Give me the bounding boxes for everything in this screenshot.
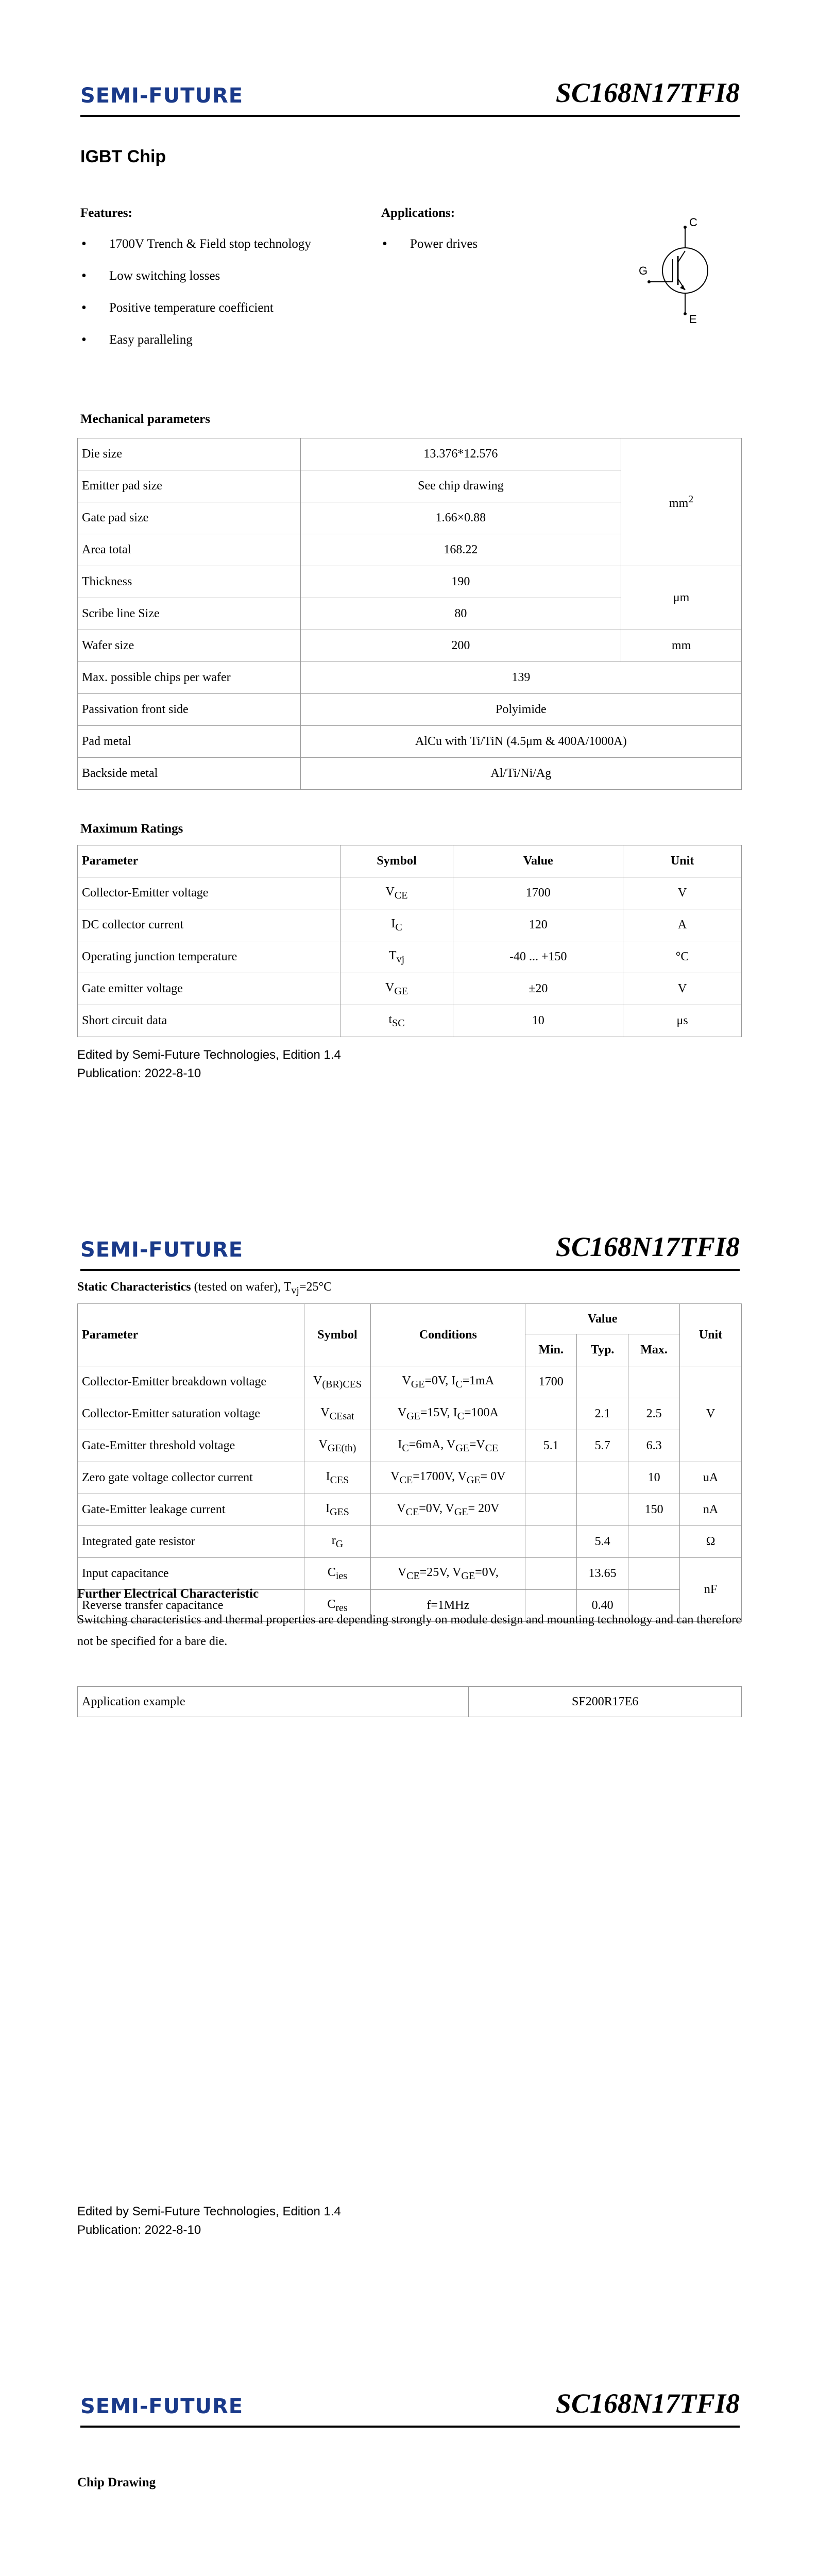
- cell: ±20: [453, 973, 623, 1005]
- cell: 1.66×0.88: [300, 502, 621, 534]
- symbol-sub: CES: [330, 1474, 349, 1486]
- cell: Scribe line Size: [78, 598, 301, 630]
- company-logo: SEMI-FUTURE: [80, 1238, 244, 1262]
- cell: [628, 1558, 680, 1590]
- gate-label: G: [639, 264, 648, 277]
- feature-item: • Easy paralleling: [80, 333, 369, 365]
- table-row: [78, 909, 742, 941]
- cell: 5.4: [577, 1526, 628, 1558]
- table-row: [78, 662, 742, 694]
- table-row: [78, 1494, 742, 1526]
- symbol-cell: [340, 877, 453, 909]
- cell: Backside metal: [78, 758, 301, 790]
- table-row: [78, 941, 742, 973]
- cell: 0.40: [577, 1590, 628, 1622]
- table-row: [78, 1430, 742, 1462]
- cell: Al/Ti/Ni/Ag: [300, 758, 741, 790]
- symbol-sub: vj: [396, 953, 405, 965]
- page-header: [80, 1231, 740, 1271]
- symbol-sub: G: [335, 1538, 344, 1550]
- mechanical-heading: Mechanical parameters: [80, 412, 211, 426]
- symbol: I: [326, 1469, 330, 1483]
- symbol: V: [385, 980, 395, 994]
- cell: Passivation front side: [78, 694, 301, 726]
- symbol-cell: [304, 1366, 371, 1398]
- table-row: [78, 1687, 742, 1717]
- unit-sup: 2: [688, 494, 694, 505]
- cell: Gate-Emitter threshold voltage: [78, 1430, 304, 1462]
- page-footer: [77, 1046, 341, 1083]
- part-number: SC168N17TFI8: [555, 2388, 740, 2419]
- cell: Input capacitance: [78, 1558, 304, 1590]
- unit-mm-cell: mm: [621, 630, 742, 662]
- cell: Gate pad size: [78, 502, 301, 534]
- cell: 80: [300, 598, 621, 630]
- symbol: r: [331, 1533, 336, 1547]
- header-cell: Parameter: [78, 1304, 304, 1366]
- page-3: [0, 2313, 818, 2576]
- table-row: [78, 694, 742, 726]
- cell: A: [623, 909, 742, 941]
- conditions-cell: [371, 1526, 525, 1558]
- cell: Integrated gate resistor: [78, 1526, 304, 1558]
- cell: 5.1: [525, 1430, 577, 1462]
- static-heading-text: (tested on wafer), T: [191, 1280, 292, 1294]
- footer-edition: Edited by Semi-Future Technologies, Edition 1.4: [77, 1048, 341, 1062]
- collector-label: C: [689, 216, 697, 229]
- cell: Collector-Emitter voltage: [78, 877, 340, 909]
- symbol: T: [388, 948, 397, 962]
- symbol-sub: GE(th): [327, 1442, 356, 1454]
- cell: [525, 1526, 577, 1558]
- cell: V: [623, 973, 742, 1005]
- part-number: SC168N17TFI8: [555, 1231, 740, 1262]
- unit-cell: V: [680, 1366, 742, 1462]
- table-row: [78, 438, 742, 470]
- symbol-cell: [304, 1558, 371, 1590]
- header-cell: Unit: [680, 1304, 742, 1366]
- cell: -40 ... +150: [453, 941, 623, 973]
- conditions-cell: $V_{GE}=15V$, $I_C=100A$: [371, 1398, 525, 1430]
- cell: Gate emitter voltage: [78, 973, 340, 1005]
- feature-item: • 1700V Trench & Field stop technology: [80, 237, 369, 269]
- header-cell: Value: [453, 845, 623, 877]
- table-row: [78, 1462, 742, 1494]
- conditions-cell: $V_{GE}=0V$, $I_C=1mA$: [371, 1366, 525, 1398]
- cell: 190: [300, 566, 621, 598]
- part-number: SC168N17TFI8: [555, 77, 740, 108]
- cell: Thickness: [78, 566, 301, 598]
- application-table: [77, 1686, 742, 1717]
- cell: [577, 1494, 628, 1526]
- document-title: IGBT Chip: [80, 147, 166, 166]
- cell: [577, 1366, 628, 1398]
- footer-edition: Edited by Semi-Future Technologies, Edition 1.4: [77, 2205, 341, 2218]
- header-cell: Max.: [628, 1334, 680, 1366]
- page-1: [0, 0, 818, 1157]
- cell: AlCu with Ti/TiN (4.5μm & 400A/1000A): [300, 726, 741, 758]
- cell: Max. possible chips per wafer: [78, 662, 301, 694]
- page-header: [80, 2388, 740, 2428]
- cell: SF200R17E6: [469, 1687, 742, 1717]
- conditions-cell: $V_{CE}=1700V$, $V_{GE}= 0V$: [371, 1462, 525, 1494]
- cell: [525, 1494, 577, 1526]
- igbt-symbol-icon: [628, 209, 731, 332]
- table-row: [78, 1398, 742, 1430]
- symbol: V: [385, 885, 395, 899]
- applications-list: [381, 237, 536, 269]
- cell: DC collector current: [78, 909, 340, 941]
- cell: Area total: [78, 534, 301, 566]
- cell: [525, 1558, 577, 1590]
- cell: Zero gate voltage collector current: [78, 1462, 304, 1494]
- symbol-cell: [304, 1398, 371, 1430]
- table-row: [78, 1526, 742, 1558]
- feature-item: • Low switching losses: [80, 269, 369, 301]
- unit-cell: nA: [680, 1494, 742, 1526]
- features-list: [80, 237, 369, 365]
- cell: 13.65: [577, 1558, 628, 1590]
- further-heading: Further Electrical Characteristic: [77, 1587, 259, 1601]
- cell: 10: [628, 1462, 680, 1494]
- static-characteristics-table: [77, 1303, 742, 1622]
- header-cell: Min.: [525, 1334, 577, 1366]
- cell: Reverse transfer capacitance: [78, 1590, 304, 1622]
- symbol-cell: [304, 1462, 371, 1494]
- page-footer: [77, 2202, 341, 2240]
- table-row: [78, 1558, 742, 1590]
- cell: Application example: [78, 1687, 469, 1717]
- cell: 1700: [453, 877, 623, 909]
- static-heading: [77, 1280, 332, 1297]
- max-ratings-table: [77, 845, 742, 1037]
- symbol-cell: [304, 1494, 371, 1526]
- cell: [577, 1462, 628, 1494]
- conditions-cell: $I_C=6mA$, $V_{GE}=V_{CE}$: [371, 1430, 525, 1462]
- symbol-sub: res: [335, 1602, 348, 1614]
- symbol: V: [318, 1437, 328, 1451]
- symbol: C: [327, 1597, 336, 1611]
- table-row: [78, 630, 742, 662]
- symbol-sub: C: [395, 921, 402, 933]
- header-cell: Typ.: [577, 1334, 628, 1366]
- cell: [525, 1398, 577, 1430]
- symbol: I: [326, 1501, 330, 1515]
- feature-item: • Positive temperature coefficient: [80, 301, 369, 333]
- symbol-sub: CEsat: [329, 1410, 354, 1422]
- company-logo: SEMI-FUTURE: [80, 2395, 244, 2418]
- company-logo: SEMI-FUTURE: [80, 84, 244, 108]
- cell: Collector-Emitter saturation voltage: [78, 1398, 304, 1430]
- cell: 2.5: [628, 1398, 680, 1430]
- symbol-sub: (BR)CES: [322, 1378, 362, 1390]
- conditions-cell: $V_{CE}=25V$, $V_{GE}=0V$,: [371, 1558, 525, 1590]
- symbol-cell: [340, 973, 453, 1005]
- cell: Pad metal: [78, 726, 301, 758]
- unit-area-cell: [621, 438, 742, 566]
- cell: 120: [453, 909, 623, 941]
- table-row: [78, 566, 742, 598]
- symbol-sub: GE: [394, 985, 408, 997]
- table-row: [78, 726, 742, 758]
- table-row: [78, 1005, 742, 1037]
- header-cell: Symbol: [340, 845, 453, 877]
- footer-publication: Publication: 2022-8-10: [77, 1066, 201, 1080]
- further-text: Switching characteristics and thermal properties are depending strongly on module design and mounting technology and can therefore not be specified for a bare die.: [77, 1613, 741, 1648]
- cell: Emitter pad size: [78, 470, 301, 502]
- symbol: V: [320, 1405, 330, 1419]
- cell: 13.376*12.576: [300, 438, 621, 470]
- symbol-sub: ies: [335, 1570, 348, 1582]
- table-header-row: [78, 1304, 742, 1334]
- footer-publication: Publication: 2022-8-10: [77, 2223, 201, 2237]
- cell: Die size: [78, 438, 301, 470]
- symbol: I: [391, 917, 396, 930]
- table-row: [78, 758, 742, 790]
- header-cell: Value: [525, 1304, 680, 1334]
- static-heading-end: =25°C: [299, 1280, 332, 1294]
- unit-cell: nF: [680, 1558, 742, 1622]
- symbol-cell: [304, 1526, 371, 1558]
- cell: Operating junction temperature: [78, 941, 340, 973]
- symbol-cell: [340, 1005, 453, 1037]
- cell: V: [623, 877, 742, 909]
- cell: [628, 1526, 680, 1558]
- page-header: [80, 77, 740, 117]
- symbol: C: [327, 1565, 336, 1579]
- unit: mm: [669, 497, 689, 510]
- cell: μs: [623, 1005, 742, 1037]
- cell: Polyimide: [300, 694, 741, 726]
- header-cell: Symbol: [304, 1304, 371, 1366]
- cell: 168.22: [300, 534, 621, 566]
- static-heading-bold: Static Characteristics: [77, 1280, 191, 1294]
- cell: See chip drawing: [300, 470, 621, 502]
- symbol: t: [388, 1012, 393, 1026]
- cell: Gate-Emitter leakage current: [78, 1494, 304, 1526]
- table-row: [78, 973, 742, 1005]
- symbol-sub: CE: [394, 889, 408, 901]
- conditions-cell: $V_{CE}=0V$, $V_{GE}= 20V$: [371, 1494, 525, 1526]
- table-row: [78, 877, 742, 909]
- cell: 150: [628, 1494, 680, 1526]
- unit-cell: uA: [680, 1462, 742, 1494]
- cell: Wafer size: [78, 630, 301, 662]
- application-item: • Power drives: [381, 237, 536, 269]
- table-header-row: [78, 845, 742, 877]
- cell: Collector-Emitter breakdown voltage: [78, 1366, 304, 1398]
- applications-heading: Applications:: [381, 206, 455, 220]
- cell: °C: [623, 941, 742, 973]
- chip-drawing-heading: Chip Drawing: [77, 2476, 156, 2489]
- cell: [628, 1366, 680, 1398]
- symbol-cell: [340, 941, 453, 973]
- cell: 200: [300, 630, 621, 662]
- cell: [525, 1462, 577, 1494]
- emitter-label: E: [689, 313, 697, 326]
- cell: 2.1: [577, 1398, 628, 1430]
- header-cell: Parameter: [78, 845, 340, 877]
- unit-um-cell: μm: [621, 566, 742, 630]
- header-cell: Conditions: [371, 1304, 525, 1366]
- conditions-cell: f=1MHz: [371, 1590, 525, 1622]
- static-table-body: [78, 1366, 742, 1622]
- page-2: [0, 1157, 818, 2313]
- symbol-cell: [340, 909, 453, 941]
- cell: 5.7: [577, 1430, 628, 1462]
- unit-cell: Ω: [680, 1526, 742, 1558]
- symbol: V: [313, 1374, 322, 1387]
- max-ratings-heading: Maximum Ratings: [80, 822, 183, 836]
- table-row: [78, 1366, 742, 1398]
- cell: 1700: [525, 1366, 577, 1398]
- cell: 139: [300, 662, 741, 694]
- symbol-cell: [304, 1430, 371, 1462]
- symbol-sub: SC: [392, 1017, 405, 1029]
- symbol-sub: GES: [330, 1506, 349, 1518]
- cell: 6.3: [628, 1430, 680, 1462]
- header-cell: Unit: [623, 845, 742, 877]
- static-heading-sub: vj: [291, 1284, 299, 1296]
- cell: 10: [453, 1005, 623, 1037]
- mechanical-table: [77, 438, 742, 790]
- cell: Short circuit data: [78, 1005, 340, 1037]
- features-heading: Features:: [80, 206, 132, 220]
